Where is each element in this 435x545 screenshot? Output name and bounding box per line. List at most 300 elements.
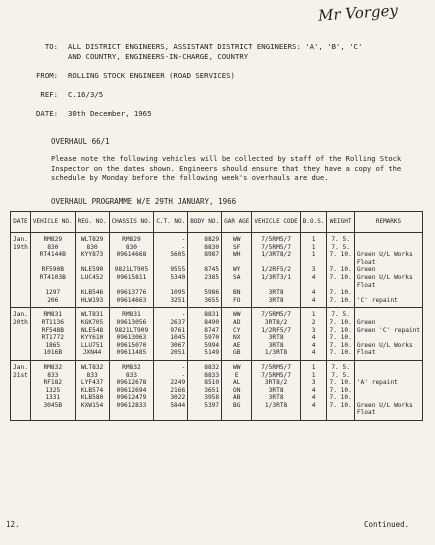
table-cell: KLB574 xyxy=(75,387,109,395)
table-cell: 'C' repaint xyxy=(354,297,422,305)
table-cell: 9821LT905 xyxy=(109,266,154,274)
table-row xyxy=(11,259,423,267)
table-cell: RT1772 xyxy=(30,334,75,342)
table-cell: LUC452 xyxy=(75,274,109,282)
table-cell: RF182 xyxy=(30,379,75,387)
table-cell: 1 xyxy=(300,360,327,371)
table-cell: KYY610 xyxy=(75,334,109,342)
date-cell xyxy=(11,394,31,402)
table-cell: 7. 5. xyxy=(327,372,354,380)
separator-cell xyxy=(327,417,354,421)
table-cell: - xyxy=(154,233,188,244)
table-cell: 3 xyxy=(300,327,327,335)
table-cell: 7. 10. xyxy=(327,319,354,327)
separator-cell xyxy=(75,417,109,421)
table-cell: 8490 xyxy=(188,319,222,327)
table-cell: RM831 xyxy=(109,308,154,319)
table-cell: 833 xyxy=(30,372,75,380)
table-cell: 09612479 xyxy=(109,394,154,402)
table-cell: 2249 xyxy=(154,379,188,387)
table-cell: SA xyxy=(222,274,252,282)
table-cell: 8833 xyxy=(188,372,222,380)
table-cell: 2 xyxy=(300,319,327,327)
column-header: CHASSIS NO. xyxy=(109,212,154,233)
table-cell: FO xyxy=(222,297,252,305)
table-cell: 206 xyxy=(30,297,75,305)
table-cell: RM829 xyxy=(109,233,154,244)
table-row xyxy=(11,387,423,395)
table-cell: RT4103B xyxy=(30,274,75,282)
table-cell: 3045B xyxy=(30,402,75,410)
table-row xyxy=(11,251,423,259)
table-row xyxy=(11,360,423,371)
table-cell xyxy=(188,282,222,290)
date-cell: Jan. xyxy=(11,360,31,371)
table-row xyxy=(11,372,423,380)
table-row xyxy=(11,349,423,357)
table-cell xyxy=(354,289,422,297)
table-cell: Green U/L Works xyxy=(354,402,422,410)
table-cell: RT1136 xyxy=(30,319,75,327)
table-cell: Green U/L Works xyxy=(354,251,422,259)
table-cell: RM832 xyxy=(30,360,75,371)
table-cell: 09612694 xyxy=(109,387,154,395)
column-header: GAR AGE xyxy=(222,212,252,233)
table-cell: 7. 5. xyxy=(327,308,354,319)
separator-cell xyxy=(252,417,300,421)
table-cell: 2385 xyxy=(188,274,222,282)
table-cell: Green xyxy=(354,266,422,274)
table-cell: AB xyxy=(222,394,252,402)
table-cell xyxy=(252,409,300,417)
table-cell: 4 xyxy=(300,297,327,305)
to-value-line2: AND COUNTRY, ENGINEERS-IN-CHARGE, COUNTRY xyxy=(68,52,249,61)
date-cell xyxy=(11,327,31,335)
ref-value: C.16/3/5 xyxy=(68,90,104,99)
table-cell: 4 xyxy=(300,387,327,395)
table-cell: 7. 5. xyxy=(327,360,354,371)
table-cell: WW xyxy=(222,360,252,371)
table-cell xyxy=(300,409,327,417)
date-cell xyxy=(11,379,31,387)
table-cell xyxy=(30,259,75,267)
table-cell xyxy=(222,259,252,267)
table-cell: BN xyxy=(222,289,252,297)
table-cell: KGK705 xyxy=(75,319,109,327)
table-cell xyxy=(30,282,75,290)
table-cell xyxy=(327,282,354,290)
table-cell: 9821LT909 xyxy=(109,327,154,335)
from-label: FROM: xyxy=(36,71,58,80)
table-cell: 4 xyxy=(300,402,327,410)
table-cell: 7/5RM5/7 xyxy=(252,372,300,380)
table-row xyxy=(11,308,423,319)
table-cell xyxy=(222,409,252,417)
table-cell: RF590B xyxy=(30,266,75,274)
date-cell: Jan. xyxy=(11,308,31,319)
table-cell: 8831 xyxy=(188,308,222,319)
overhaul-programme-table xyxy=(10,211,423,421)
table-cell xyxy=(109,259,154,267)
table-cell: 5844 xyxy=(154,402,188,410)
column-header: C.T. NO. xyxy=(154,212,188,233)
table-cell: 8832 xyxy=(188,360,222,371)
table-cell: NLE548 xyxy=(75,327,109,335)
table-cell: - xyxy=(154,308,188,319)
to-label: TO: xyxy=(44,42,58,51)
table-cell: E xyxy=(222,372,252,380)
table-cell: RT4144B xyxy=(30,251,75,259)
table-cell: Green U/L Works xyxy=(354,274,422,282)
table-cell: 3251 xyxy=(154,297,188,305)
date-cell: 20th xyxy=(11,319,31,327)
table-cell: 3655 xyxy=(188,297,222,305)
table-cell: 7/5RM5/7 xyxy=(252,233,300,244)
table-cell: HLW193 xyxy=(75,297,109,305)
programme-title: OVERHAUL PROGRAMME W/E 29TH JANUARY, 1966 xyxy=(51,197,237,206)
table-cell: Float xyxy=(354,409,422,417)
table-cell xyxy=(75,409,109,417)
table-cell xyxy=(327,259,354,267)
table-cell: 09615070 xyxy=(109,342,154,350)
table-cell: 5397 xyxy=(188,402,222,410)
table-cell: WW xyxy=(222,308,252,319)
column-header: VEHICLE NO. xyxy=(30,212,75,233)
separator-cell xyxy=(354,417,422,421)
table-cell: 7. 10. xyxy=(327,387,354,395)
table-cell: 1/3RT3/1 xyxy=(252,274,300,282)
table-cell: 830 xyxy=(75,244,109,252)
table-cell: 09613776 xyxy=(109,289,154,297)
table-cell: 1/3RT8 xyxy=(252,349,300,357)
table-row xyxy=(11,379,423,387)
table-cell: 8747 xyxy=(188,327,222,335)
table-row xyxy=(11,342,423,350)
table-cell: WLT832 xyxy=(75,360,109,371)
table-cell: LLU751 xyxy=(75,342,109,350)
table-cell xyxy=(252,259,300,267)
table-cell xyxy=(222,282,252,290)
table-cell: NLE590 xyxy=(75,266,109,274)
date-cell xyxy=(11,402,31,410)
table-cell: 1 xyxy=(300,251,327,259)
date-cell: 19th xyxy=(11,244,31,252)
table-cell: 3RT8/2 xyxy=(252,379,300,387)
table-cell: 8987 xyxy=(188,251,222,259)
table-header-row xyxy=(11,212,423,233)
handwritten-signature: Mr Vorgey xyxy=(317,1,399,25)
table-cell: 1/3RT8 xyxy=(252,402,300,410)
table-cell: 7/5RM5/7 xyxy=(252,360,300,371)
table-cell: 7. 10. xyxy=(327,402,354,410)
table-cell: 3 xyxy=(300,266,327,274)
table-row xyxy=(11,233,423,244)
table-cell: 09613063 xyxy=(109,334,154,342)
table-cell: 5986 xyxy=(188,289,222,297)
table-cell xyxy=(109,409,154,417)
table-cell: - xyxy=(154,360,188,371)
table-cell: 1 xyxy=(300,233,327,244)
table-cell: 1 xyxy=(300,308,327,319)
table-cell: 7. 5. xyxy=(327,233,354,244)
table-cell xyxy=(154,409,188,417)
column-header: REG. NO. xyxy=(75,212,109,233)
table-cell: LYF437 xyxy=(75,379,109,387)
table-cell: Green xyxy=(354,319,422,327)
table-cell: 3RT8 xyxy=(252,387,300,395)
table-cell: - xyxy=(154,372,188,380)
table-cell: 8830 xyxy=(188,244,222,252)
date-cell xyxy=(11,387,31,395)
date-cell xyxy=(11,251,31,259)
table-cell: 09614663 xyxy=(109,297,154,305)
from-value: ROLLING STOCK ENGINEER (ROAD SERVICES) xyxy=(68,71,235,80)
table-row xyxy=(11,334,423,342)
date-cell xyxy=(11,259,31,267)
date-cell xyxy=(11,297,31,305)
table-cell: 9761 xyxy=(154,327,188,335)
table-cell xyxy=(252,282,300,290)
date-cell: 21st xyxy=(11,372,31,380)
table-cell xyxy=(354,244,422,252)
date-cell xyxy=(11,349,31,357)
table-row xyxy=(11,244,423,252)
table-cell: AL xyxy=(222,379,252,387)
table-cell: 09612833 xyxy=(109,402,154,410)
table-cell: 1/2RF5/2 xyxy=(252,266,300,274)
instructions-paragraph: Please note the following vehicles will be collected by staff of the Rolling Stock Inspector on the dates shown. Engineers should ensure that they have a copy of the schedule by Monday before the following week's overhauls are due. xyxy=(51,154,402,182)
table-row xyxy=(11,394,423,402)
table-cell xyxy=(75,259,109,267)
table-cell: JXN44 xyxy=(75,349,109,357)
table-row xyxy=(11,297,423,305)
date-cell xyxy=(11,282,31,290)
table-cell: 09613056 xyxy=(109,319,154,327)
column-header: BODY NO. xyxy=(188,212,222,233)
table-cell: 1045 xyxy=(154,334,188,342)
table-cell xyxy=(300,259,327,267)
table-cell: 833 xyxy=(109,372,154,380)
table-cell: 3RT8 xyxy=(252,342,300,350)
table-cell: 7/5RM5/7 xyxy=(252,308,300,319)
table-cell: 7/5RM5/7 xyxy=(252,244,300,252)
table-cell: 1297 xyxy=(30,289,75,297)
table-cell: AD xyxy=(222,319,252,327)
table-cell: KLB580 xyxy=(75,394,109,402)
table-cell: 8745 xyxy=(188,266,222,274)
date-label: DATE: xyxy=(36,109,58,118)
column-header: WEIGHT xyxy=(327,212,354,233)
ref-label: REF: xyxy=(40,90,58,99)
continued-label: Continued. xyxy=(364,520,410,529)
table-cell: 3 xyxy=(300,379,327,387)
table-cell: 3RT8/2 xyxy=(252,319,300,327)
table-cell: 830 xyxy=(109,244,154,252)
table-cell: 5340 xyxy=(154,274,188,282)
table-row xyxy=(11,282,423,290)
table-cell: 2637 xyxy=(154,319,188,327)
table-cell: NX xyxy=(222,334,252,342)
table-cell xyxy=(354,334,422,342)
separator-cell xyxy=(188,417,222,421)
table-cell xyxy=(354,372,422,380)
table-cell xyxy=(354,360,422,371)
table-cell: 09615811 xyxy=(109,274,154,282)
to-value-line1: ALL DISTRICT ENGINEERS, ASSISTANT DISTRICT ENGINEERS: 'A', 'B', 'C' xyxy=(68,42,363,51)
page-number: 12. xyxy=(6,520,20,529)
table-cell: 7. 5. xyxy=(327,244,354,252)
table-cell xyxy=(154,282,188,290)
table-cell xyxy=(188,259,222,267)
date-cell xyxy=(11,266,31,274)
table-cell: 3RT8 xyxy=(252,297,300,305)
table-cell: 'A' repaint xyxy=(354,379,422,387)
table-cell: 09611485 xyxy=(109,349,154,357)
table-cell: 7. 10. xyxy=(327,297,354,305)
table-cell: - xyxy=(154,244,188,252)
table-cell: 5605 xyxy=(154,251,188,259)
table-cell: WH xyxy=(222,251,252,259)
overhaul-title: OVERHAUL 66/1 xyxy=(51,137,110,146)
table-cell: 3651 xyxy=(188,387,222,395)
column-header: VEHICLE CODE xyxy=(252,212,300,233)
table-row xyxy=(11,289,423,297)
table-cell: Float xyxy=(354,282,422,290)
table-cell xyxy=(354,394,422,402)
table-cell: WLT831 xyxy=(75,308,109,319)
table-cell: BG xyxy=(222,402,252,410)
table-cell: WY xyxy=(222,266,252,274)
column-header: REMARKS xyxy=(354,212,422,233)
table-cell: 3022 xyxy=(154,394,188,402)
table-cell: WW xyxy=(222,233,252,244)
table-cell: 09612678 xyxy=(109,379,154,387)
table-cell: 1325 xyxy=(30,387,75,395)
table-cell: 4 xyxy=(300,274,327,282)
table-cell: 7. 10. xyxy=(327,379,354,387)
table-cell: 7. 10. xyxy=(327,334,354,342)
table-cell: Float xyxy=(354,259,422,267)
table-cell: 7. 10. xyxy=(327,327,354,335)
table-cell xyxy=(300,282,327,290)
table-cell xyxy=(188,409,222,417)
table-cell xyxy=(75,282,109,290)
table-cell xyxy=(109,282,154,290)
table-cell: KYY873 xyxy=(75,251,109,259)
separator-cell xyxy=(222,417,252,421)
column-header: DATE xyxy=(11,212,31,233)
table-cell: ON xyxy=(222,387,252,395)
table-cell xyxy=(354,387,422,395)
table-cell: 1095 xyxy=(154,289,188,297)
table-cell: 1/2RF5/7 xyxy=(252,327,300,335)
table-cell: 4 xyxy=(300,342,327,350)
table-cell: 7. 10. xyxy=(327,251,354,259)
table-cell: WLT829 xyxy=(75,233,109,244)
table-cell: 4 xyxy=(300,394,327,402)
table-cell: Green U/L Works xyxy=(354,342,422,350)
table-cell: RM829 xyxy=(30,233,75,244)
table-cell: 1 xyxy=(300,372,327,380)
date-cell xyxy=(11,289,31,297)
table-cell: 833 xyxy=(75,372,109,380)
table-cell: 7. 10. xyxy=(327,342,354,350)
table-cell: AE xyxy=(222,342,252,350)
separator-cell xyxy=(300,417,327,421)
table-row xyxy=(11,274,423,282)
table-cell: Float xyxy=(354,349,422,357)
table-cell: 7. 10. xyxy=(327,289,354,297)
table-cell: RF548B xyxy=(30,327,75,335)
table-cell: 8510 xyxy=(188,379,222,387)
table-cell: 3958 xyxy=(188,394,222,402)
date-cell xyxy=(11,274,31,282)
table-cell: RM831 xyxy=(30,308,75,319)
table-cell: RM832 xyxy=(109,360,154,371)
table-cell: CY xyxy=(222,327,252,335)
table-cell: 5994 xyxy=(188,342,222,350)
table-cell: 3067 xyxy=(154,342,188,350)
table-cell: 1016B xyxy=(30,349,75,357)
table-cell xyxy=(354,233,422,244)
table-cell: KXW154 xyxy=(75,402,109,410)
table-cell xyxy=(354,308,422,319)
table-cell: KLB546 xyxy=(75,289,109,297)
date-cell: Jan. xyxy=(11,233,31,244)
table-cell: 2051 xyxy=(154,349,188,357)
table-row xyxy=(11,402,423,410)
table-cell: 2166 xyxy=(154,387,188,395)
table-cell xyxy=(30,409,75,417)
date-cell xyxy=(11,334,31,342)
table-cell: 1331 xyxy=(30,394,75,402)
table-cell: 3RT8 xyxy=(252,394,300,402)
table-cell: 1/3RT8/2 xyxy=(252,251,300,259)
table-cell: 7. 10. xyxy=(327,394,354,402)
table-row xyxy=(11,319,423,327)
table-row xyxy=(11,266,423,274)
column-header: B.O.S. xyxy=(300,212,327,233)
table-cell: 4 xyxy=(300,349,327,357)
date-cell xyxy=(11,409,31,417)
table-cell: Green 'C' repaint xyxy=(354,327,422,335)
table-cell: 9555 xyxy=(154,266,188,274)
table-cell xyxy=(327,409,354,417)
separator-cell xyxy=(109,417,154,421)
table-cell: 7. 10. xyxy=(327,266,354,274)
table-cell: 4 xyxy=(300,334,327,342)
table-cell: 7. 10. xyxy=(327,349,354,357)
table-row xyxy=(11,327,423,335)
table-cell: 830 xyxy=(30,244,75,252)
table-cell: 5149 xyxy=(188,349,222,357)
table-cell: 8829 xyxy=(188,233,222,244)
table-cell: 09614668 xyxy=(109,251,154,259)
group-separator xyxy=(11,417,423,421)
table-row xyxy=(11,409,423,417)
table-cell: 5970 xyxy=(188,334,222,342)
table-cell: 3RT8 xyxy=(252,334,300,342)
separator-cell xyxy=(11,417,31,421)
table-cell: 7. 10. xyxy=(327,274,354,282)
table-cell: 4 xyxy=(300,289,327,297)
table-cell xyxy=(154,259,188,267)
table-cell: 1865 xyxy=(30,342,75,350)
table-cell: 3RT8 xyxy=(252,289,300,297)
table-cell: GB xyxy=(222,349,252,357)
table-cell: SF xyxy=(222,244,252,252)
table-cell: 1 xyxy=(300,244,327,252)
